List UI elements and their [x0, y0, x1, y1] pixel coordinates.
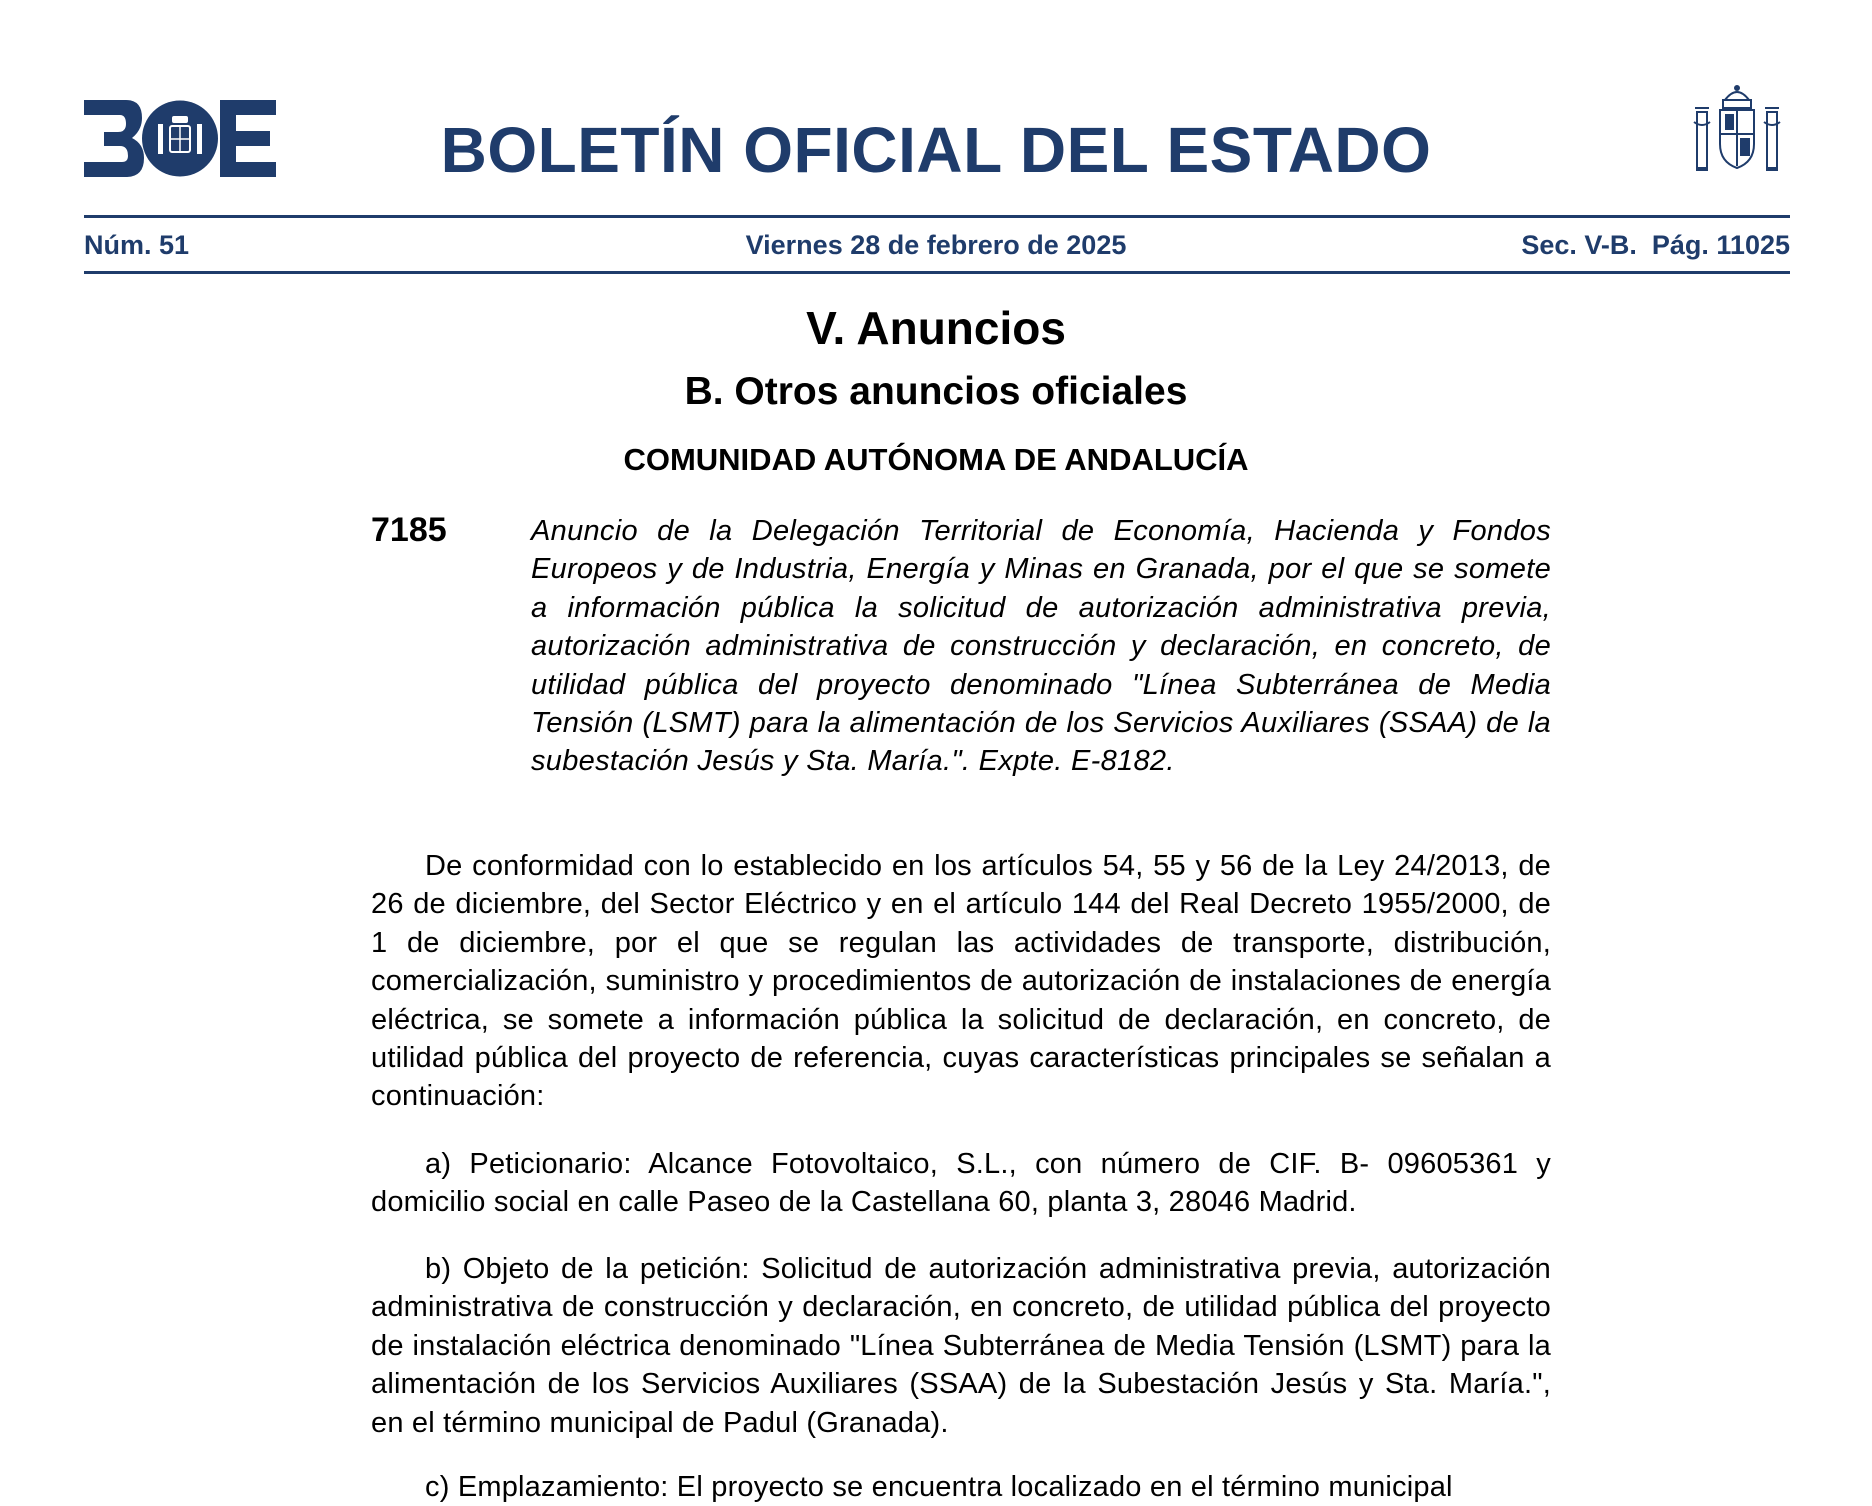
- issue-date: Viernes 28 de febrero de 2025: [745, 230, 1127, 260]
- body-paragraph: De conformidad con lo establecido en los artículos 54, 55 y 56 de la Ley 24/2013, de 26 de diciembre, del Sector Eléctrico y en el artículo 144 del Real Decreto 1955/2000, de 1 de diciembre, por el que se regulan las actividades de transporte, distribución, comercialización, suministro y procedimientos de autorización de instalaciones de energía eléctrica, se somete a información pública la solicitud de declaración, en concreto, de utilidad pública del proyecto de referencia, cuyas características principales se señalan a continuación:: [371, 850, 1551, 1113]
- announcement-title: Anuncio de la Delegación Territorial de Economía, Hacienda y Fondos Europeos y de Industria, Energía y Minas en Granada, por el que se somete a información pública la solicitud de autorización administrativa previa, autorización administrativa de construcción y declaración, en concreto, de utilidad pública del proyecto denominado "Línea Subterránea de Media Tensión (LSMT) para la alimentación de los Servicios Auxiliares (SSAA) de la subestación Jesús y Sta. María.". Expte. E-8182.: [531, 515, 1551, 778]
- gazette-title: BOLETÍN OFICIAL DEL ESTADO: [440, 114, 1432, 186]
- subsection-heading: B. Otros anuncios oficiales: [684, 370, 1188, 413]
- body-paragraph: a) Peticionario: Alcance Fotovoltaico, S.L., con número de CIF. B- 09605361 y domicilio social en calle Paseo de la Castellana 60, planta 3, 28046 Madrid.: [371, 1148, 1551, 1219]
- body-paragraph: b) Objeto de la petición: Solicitud de autorización administrativa previa, autorización administrativa de construcción y declaración, en concreto, de utilidad pública del proyecto de instalación eléctrica denominado "Línea Subterránea de Media Tensión (LSMT) para la alimentación de los Servicios Auxiliares (SSAA) de la Subestación Jesús y Sta. María.", en el término municipal de Padul (Granada).: [371, 1253, 1551, 1439]
- header-rule-top: [84, 215, 1790, 218]
- header-rule-bottom: [84, 271, 1790, 274]
- section-page: Sec. V-B. Pág. 11025: [1521, 230, 1790, 260]
- announcement-number: 7185: [371, 511, 447, 549]
- region-heading: COMUNIDAD AUTÓNOMA DE ANDALUCÍA: [623, 442, 1249, 477]
- issue-number: Núm. 51: [84, 230, 190, 260]
- coat-of-arms-icon: [1692, 82, 1782, 180]
- section-heading: V. Anuncios: [806, 302, 1066, 354]
- body-paragraph: c) Emplazamiento: El proyecto se encuentra localizado en el término municipal: [425, 1471, 1453, 1503]
- boe-logo: [84, 100, 276, 177]
